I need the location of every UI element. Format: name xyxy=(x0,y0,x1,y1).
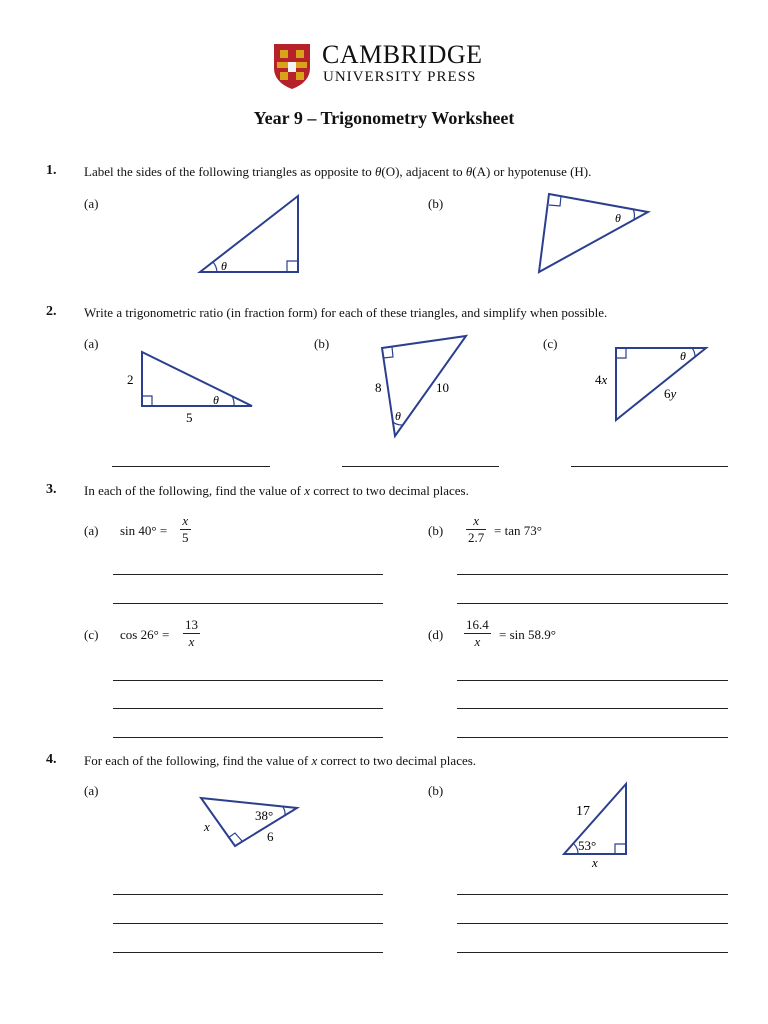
q3d-rhs: = sin 58.9° xyxy=(499,627,556,642)
q3b-num-text: x xyxy=(473,513,480,528)
q3c-answer-line-3[interactable] xyxy=(113,737,383,738)
q3d-fraction xyxy=(464,617,491,650)
q2c-side-4x xyxy=(595,372,608,387)
page-title: Year 9 – Trigonometry Worksheet xyxy=(253,108,515,128)
q2c-side-6y-var: y xyxy=(670,386,677,401)
q3d-denominator xyxy=(464,633,491,650)
q1b-triangle xyxy=(530,188,655,278)
q3b-fraction xyxy=(466,513,486,546)
q1a-triangle xyxy=(195,190,305,280)
q3d-numerator: 16.4 xyxy=(466,617,489,632)
q4-part-a: (a) xyxy=(84,783,99,798)
q4a-side-6: 6 xyxy=(267,829,274,844)
q3d-answer-line-2[interactable] xyxy=(457,708,728,709)
q4-text-post: correct to two decimal places. xyxy=(317,753,477,768)
brand-subtitle: UNIVERSITY PRESS xyxy=(323,69,477,85)
q2a-triangle xyxy=(122,344,262,429)
q4b-answer-line-3[interactable] xyxy=(457,952,728,953)
q2c-side-6y xyxy=(664,386,677,401)
q1-theta-2: θ xyxy=(465,164,473,179)
q2-part-c: (c) xyxy=(543,336,558,351)
q4b-angle: 53° xyxy=(578,838,597,853)
q3a-denominator: 5 xyxy=(182,530,189,545)
q2a-angle: θ xyxy=(213,393,219,407)
q2a-side-2: 2 xyxy=(127,372,134,387)
q1-text-mid1: (O), adjacent to xyxy=(381,164,466,179)
q2b-side-8: 8 xyxy=(375,380,382,395)
q3a-fraction xyxy=(180,513,191,546)
q1a-angle-label: θ xyxy=(221,259,227,273)
q3-number: 3. xyxy=(46,482,57,497)
q3a-answer-line-2[interactable] xyxy=(113,603,383,604)
q3b-answer-line-2[interactable] xyxy=(457,603,728,604)
q3c-den-text: x xyxy=(188,634,195,649)
q3d-den-text: x xyxy=(474,634,481,649)
q1-text xyxy=(84,164,591,180)
q2c-triangle xyxy=(592,340,712,430)
cambridge-logo xyxy=(272,42,502,92)
q4a-triangle xyxy=(195,792,305,852)
q3-var: x xyxy=(304,483,310,498)
q3d-answer-line-1[interactable] xyxy=(457,680,728,681)
q2a-answer-line[interactable] xyxy=(112,466,270,467)
q2b-answer-line[interactable] xyxy=(342,466,499,467)
q2c-side-4x-var: x xyxy=(601,372,608,387)
q2c-side-6y-num: 6 xyxy=(664,386,671,401)
q4b-hyp: 17 xyxy=(576,804,590,819)
q3b-answer-line-1[interactable] xyxy=(457,574,728,575)
q3c-answer-line-1[interactable] xyxy=(113,680,383,681)
q3-text xyxy=(84,483,469,499)
q4-number: 4. xyxy=(46,752,57,767)
q3a-num-text: x xyxy=(182,513,189,528)
q1-text-mid2: (A) or hypotenuse (H). xyxy=(472,164,592,179)
q4b-unknown: x xyxy=(592,855,598,870)
q4b-answer-line-1[interactable] xyxy=(457,894,728,895)
q3a-answer-line-1[interactable] xyxy=(113,574,383,575)
q2b-triangle xyxy=(370,332,475,442)
q4b-triangle xyxy=(560,778,635,870)
q4a-answer-line-2[interactable] xyxy=(113,923,383,924)
q4-var: x xyxy=(311,753,318,768)
q4-text-pre: For each of the following, find the value of xyxy=(84,753,312,768)
q4a-angle: 38° xyxy=(255,808,274,823)
q4a-answer-line-1[interactable] xyxy=(113,894,383,895)
q2c-angle: θ xyxy=(680,349,686,363)
q3c-lhs: cos 26° = xyxy=(120,627,170,642)
q2-text: Write a trigonometric ratio (in fraction form) for each of these triangles, and simplify when possible. xyxy=(84,305,608,320)
q3-text-post: correct to two decimal places. xyxy=(310,483,469,498)
q2c-answer-line[interactable] xyxy=(571,466,728,467)
crest-icon xyxy=(272,42,312,90)
brand-name: CAMBRIDGE xyxy=(322,40,483,69)
q1b-angle-label: θ xyxy=(615,211,621,225)
q1-part-b: (b) xyxy=(428,196,444,211)
q2-part-b: (b) xyxy=(314,336,330,351)
q3c-part: (c) xyxy=(84,627,99,642)
q3-text-pre: In each of the following, find the value of xyxy=(84,483,305,498)
q3b-part: (b) xyxy=(428,523,444,538)
q3b-rhs: = tan 73° xyxy=(494,523,542,538)
q3a-part: (a) xyxy=(84,523,99,538)
q3c-denominator xyxy=(183,633,200,650)
q4a-unknown: x xyxy=(204,819,210,834)
q3b-denominator: 2.7 xyxy=(468,530,485,545)
q4-text xyxy=(84,753,476,769)
q2a-side-5: 5 xyxy=(186,410,193,425)
q3d-part: (d) xyxy=(428,627,444,642)
q3c-answer-line-2[interactable] xyxy=(113,708,383,709)
q3c-numerator: 13 xyxy=(185,617,198,632)
q3a-lhs: sin 40° = xyxy=(120,523,168,538)
q3d-answer-line-3[interactable] xyxy=(457,737,728,738)
q2-part-a: (a) xyxy=(84,336,99,351)
q1-theta-1: θ xyxy=(375,164,382,179)
q4a-answer-line-3[interactable] xyxy=(113,952,383,953)
q3b-numerator xyxy=(466,513,486,529)
q1-text-pre: Label the sides of the following triangles as opposite to xyxy=(84,164,375,179)
q2b-angle: θ xyxy=(395,409,401,423)
q1-number: 1. xyxy=(46,163,57,178)
q2c-side-4x-num: 4 xyxy=(595,372,602,387)
q2-number: 2. xyxy=(46,304,57,319)
q2b-side-10: 10 xyxy=(436,380,449,395)
q3c-fraction xyxy=(183,617,200,650)
q4-part-b: (b) xyxy=(428,783,444,798)
q3a-numerator xyxy=(180,513,191,529)
q4b-answer-line-2[interactable] xyxy=(457,923,728,924)
q1-part-a: (a) xyxy=(84,196,99,211)
